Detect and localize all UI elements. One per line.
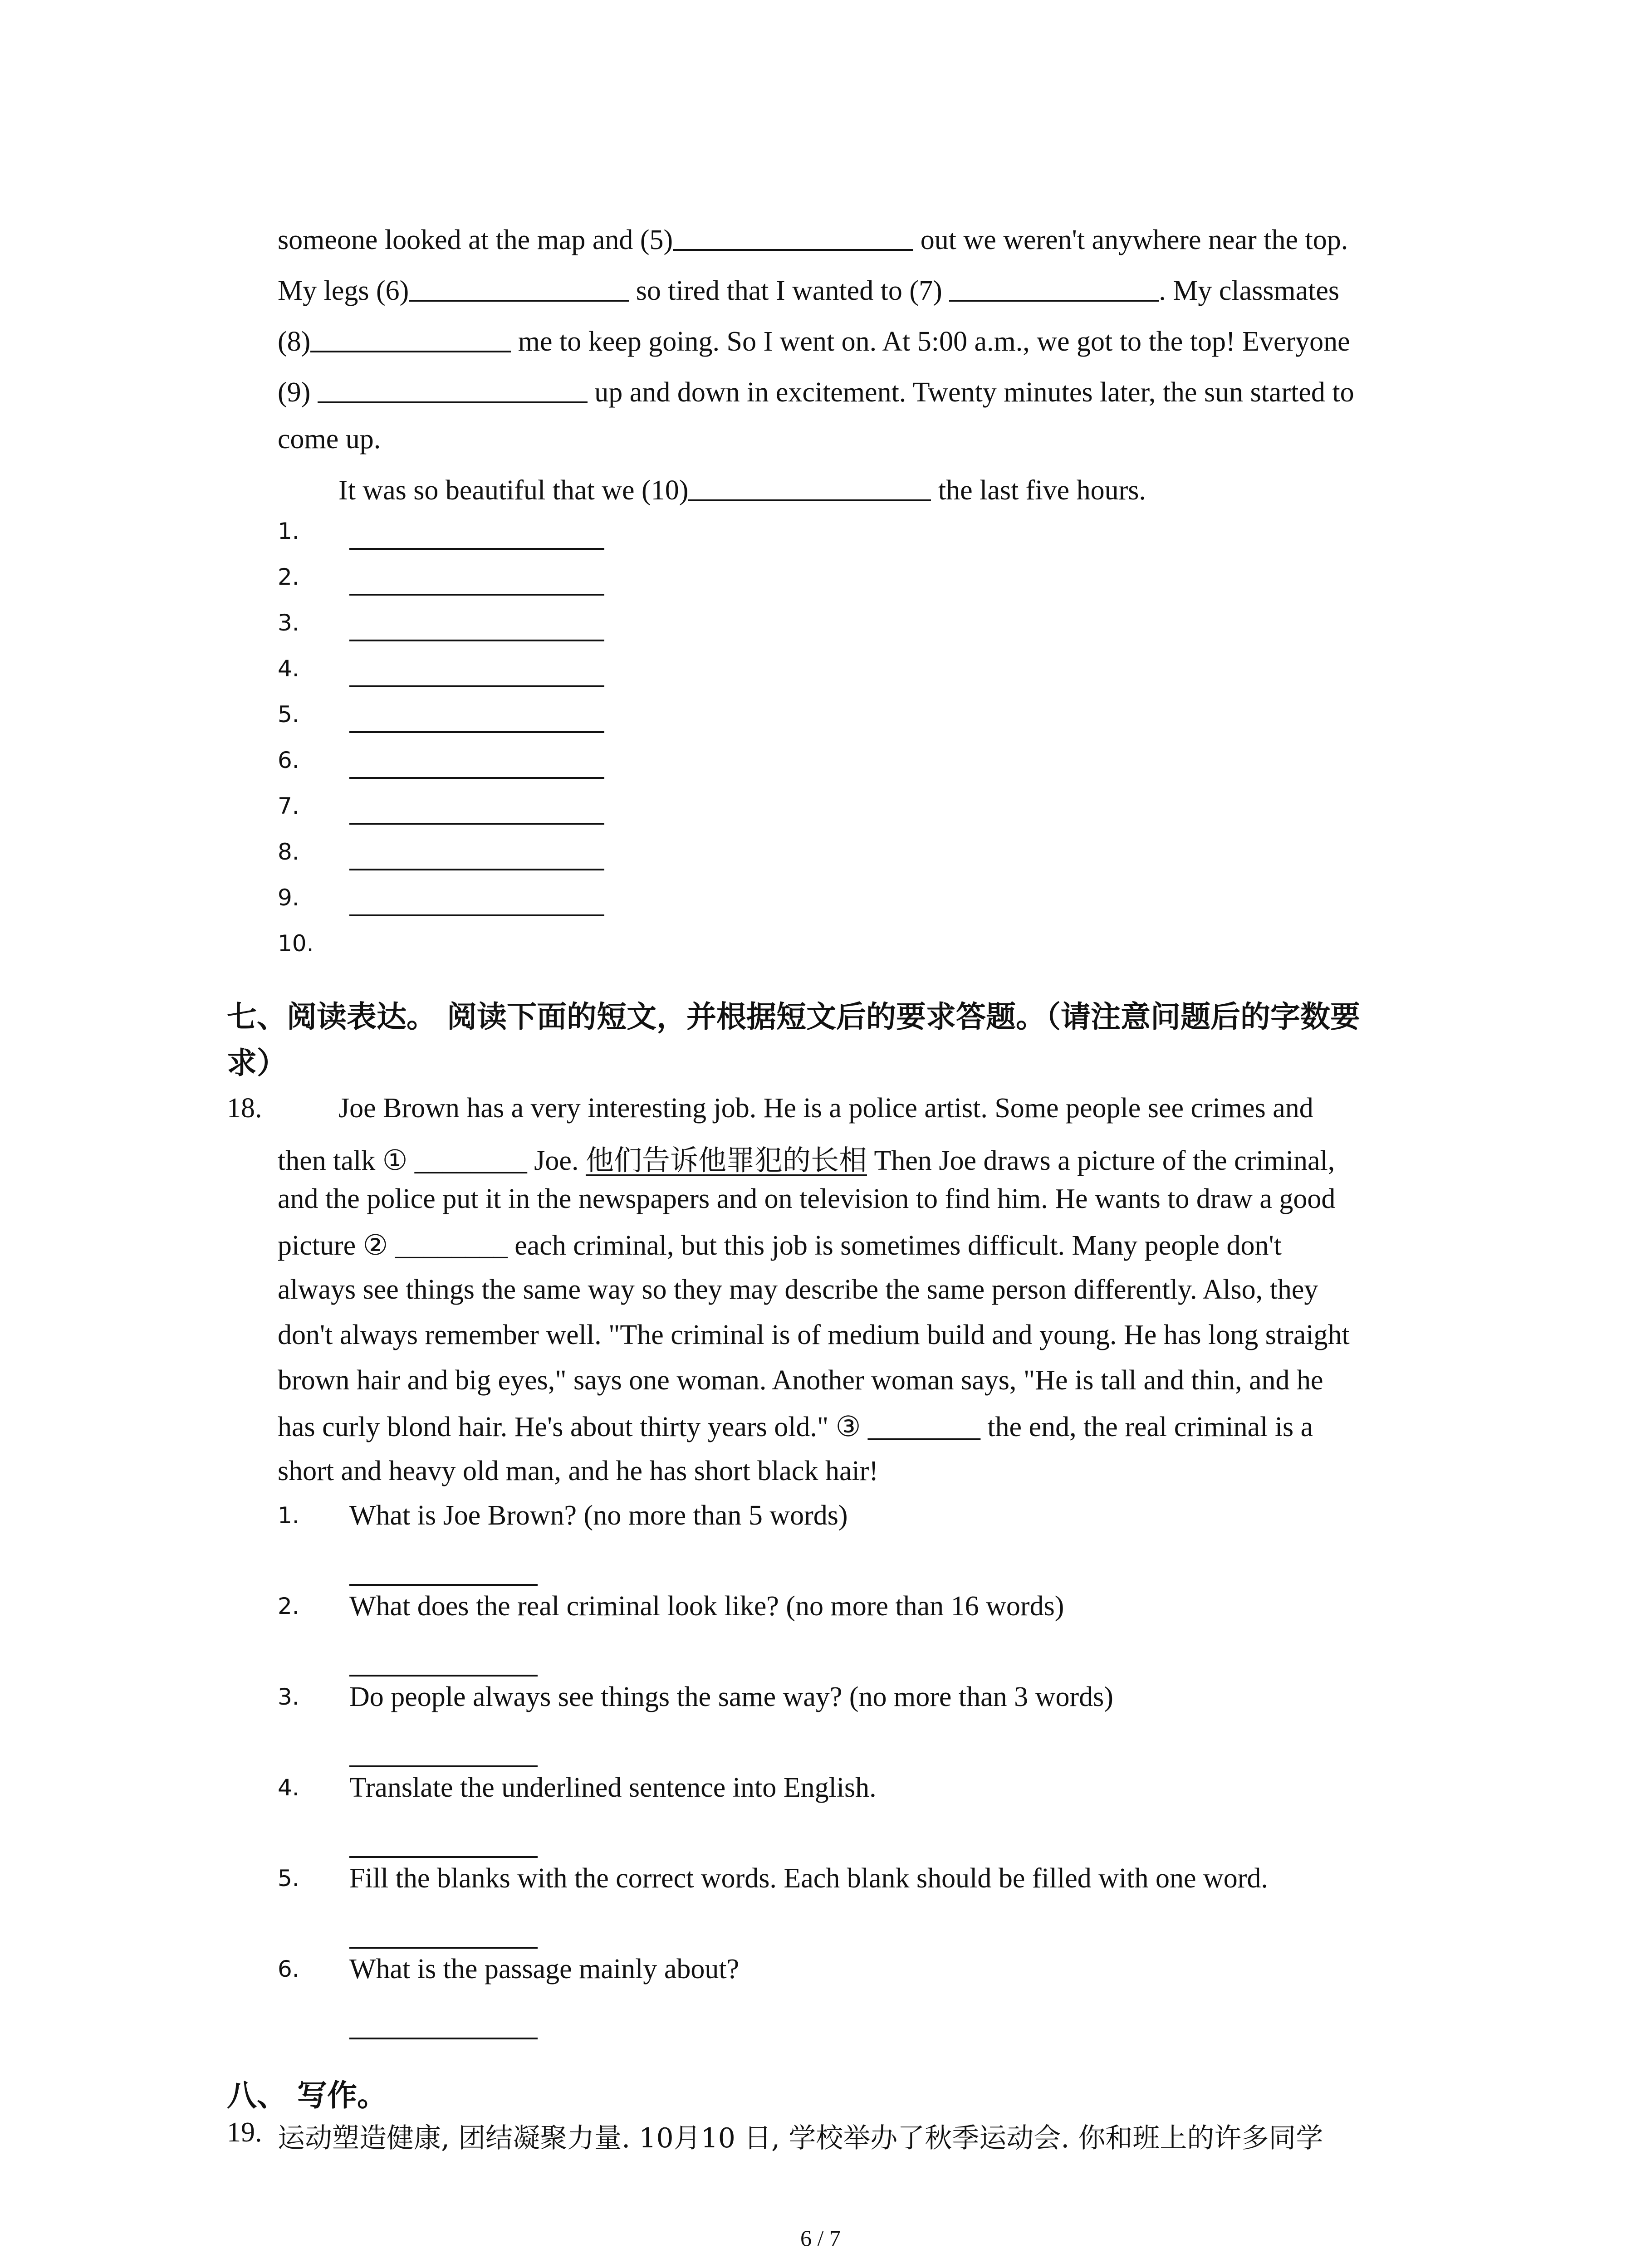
passage-line-4: (9) up and down in excitement. Twenty minutes later, the sun started to bbox=[278, 377, 1354, 408]
question-text: What is the passage mainly about? bbox=[349, 1954, 740, 1984]
passage-line-2: My legs (6) so tired that I wanted to (7) . My classmates bbox=[278, 275, 1339, 306]
answer-blank[interactable] bbox=[349, 1856, 538, 1858]
answer-blank[interactable] bbox=[349, 731, 604, 733]
question-text: Do people always see things the same way? (no more than 3 words) bbox=[349, 1681, 1113, 1712]
answer-blank[interactable] bbox=[349, 823, 604, 825]
answer-number: 2. bbox=[278, 564, 299, 590]
question-text: What is Joe Brown? (no more than 5 words) bbox=[349, 1500, 848, 1531]
passage-line: always see things the same way so they may describe the same person differently. Also, they bbox=[278, 1274, 1318, 1305]
question-number: 2. bbox=[278, 1593, 299, 1619]
answer-number: 1. bbox=[278, 518, 299, 544]
section-8-heading: 八、 写作。 bbox=[227, 2077, 387, 2113]
answer-number: 10. bbox=[278, 930, 314, 957]
answer-blank[interactable] bbox=[349, 1675, 538, 1677]
answer-blank[interactable] bbox=[349, 685, 604, 687]
underlined-sentence: 他们告诉他罪犯的长相 bbox=[585, 1144, 867, 1177]
question-number-19: 19. bbox=[227, 2117, 262, 2148]
blank-7[interactable] bbox=[949, 274, 1159, 302]
passage-line: picture ② ________ each criminal, but this job is sometimes difficult. Many people don't bbox=[278, 1230, 1282, 1261]
section-7-heading-cont: 求） bbox=[227, 1045, 287, 1080]
answer-blank[interactable] bbox=[349, 1765, 538, 1767]
answer-number: 7. bbox=[278, 793, 299, 819]
passage-line-5: come up. bbox=[278, 424, 381, 455]
question-text: Translate the underlined sentence into English. bbox=[349, 1772, 877, 1803]
blank-8[interactable] bbox=[310, 325, 511, 352]
question-text: Fill the blanks with the correct words. Each blank should be filled with one word. bbox=[349, 1863, 1268, 1894]
answer-number: 9. bbox=[278, 885, 299, 911]
answer-blank[interactable] bbox=[349, 1947, 538, 1949]
passage-line: Joe Brown has a very interesting job. He is a police artist. Some people see crimes and bbox=[338, 1093, 1313, 1124]
blank-9[interactable] bbox=[318, 376, 588, 403]
answer-blank[interactable] bbox=[349, 869, 604, 870]
answer-number: 4. bbox=[278, 655, 299, 682]
passage-line: then talk ① ________ Joe. 他们告诉他罪犯的长相 Then Joe draws a picture of the criminal, bbox=[278, 1144, 1335, 1177]
page-number: 6 / 7 bbox=[800, 2225, 841, 2251]
question-number: 3. bbox=[278, 1684, 299, 1710]
answer-number: 6. bbox=[278, 747, 299, 773]
answer-number: 5. bbox=[278, 701, 299, 728]
answer-blank[interactable] bbox=[349, 2038, 538, 2039]
blank-6[interactable] bbox=[409, 274, 629, 302]
passage-line-6: It was so beautiful that we (10) the last five hours. bbox=[338, 475, 1146, 506]
answer-blank[interactable] bbox=[349, 548, 604, 550]
question-text: What does the real criminal look like? (no more than 16 words) bbox=[349, 1591, 1064, 1622]
passage-line-1: someone looked at the map and (5) out we weren't anywhere near the top. bbox=[278, 225, 1348, 255]
passage-line: has curly blond hair. He's about thirty years old." ③ ________ the end, the real criminal is a bbox=[278, 1412, 1313, 1442]
passage-line: brown hair and big eyes," says one woman. Another woman says, "He is tall and thin, and he bbox=[278, 1365, 1323, 1396]
answer-blank[interactable] bbox=[349, 640, 604, 641]
question-number: 4. bbox=[278, 1774, 299, 1801]
writing-prompt: 运动塑造健康, 团结凝聚力量. 10月10 日, 学校举办了秋季运动会. 你和班上的许多同学 bbox=[278, 2122, 1323, 2154]
question-number: 5. bbox=[278, 1865, 299, 1892]
blank-5[interactable] bbox=[673, 224, 913, 251]
passage-line-3: (8) me to keep going. So I went on. At 5:00 a.m., we got to the top! Everyone bbox=[278, 326, 1350, 357]
answer-blank[interactable] bbox=[349, 914, 604, 916]
answer-blank[interactable] bbox=[349, 777, 604, 779]
answer-number: 8. bbox=[278, 839, 299, 865]
answer-number: 3. bbox=[278, 610, 299, 636]
passage-line: don't always remember well. "The criminal is of medium build and young. He has long straight bbox=[278, 1320, 1350, 1350]
question-number-18: 18. bbox=[227, 1093, 262, 1124]
answer-blank[interactable] bbox=[349, 594, 604, 596]
section-7-heading: 七、阅读表达。 阅读下面的短文，并根据短文后的要求答题。（请注意问题后的字数要 bbox=[227, 999, 1360, 1034]
passage-line: and the police put it in the newspapers and on television to find him. He wants to draw a good bbox=[278, 1183, 1336, 1214]
answer-blank[interactable] bbox=[349, 1584, 538, 1586]
blank-10[interactable] bbox=[688, 474, 931, 501]
question-number: 1. bbox=[278, 1502, 299, 1529]
question-number: 6. bbox=[278, 1956, 299, 1982]
passage-line: short and heavy old man, and he has short black hair! bbox=[278, 1456, 879, 1486]
